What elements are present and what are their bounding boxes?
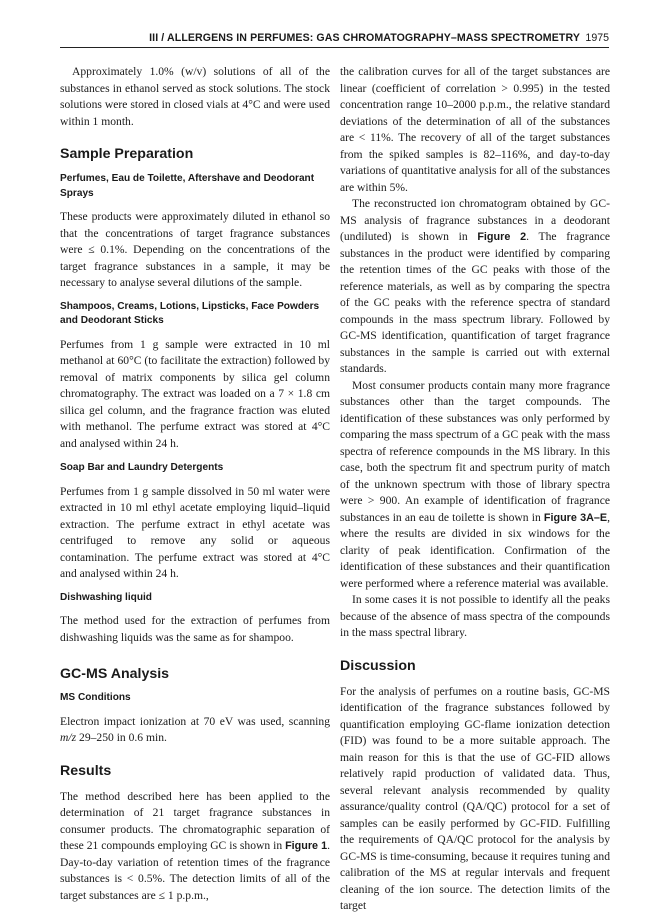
perfumes-heading: Perfumes, Eau de Toilette, Aftershave and Deodorant Sprays <box>60 173 315 199</box>
intro-paragraph: Approximately 1.0% (w/v) solutions of all of the substances in ethanol served as stock solutions. The stock solutions were stored in closed vials at 4°C and were used within 1 month. <box>60 65 330 128</box>
continuation-paragraph: the calibration curves for all of the target substances are linear (coefficient of correlation > 0.995) in the tested concentration range 10–2000 p.p.m., the relative standard deviations of the determination of all of the substances are < 11%. The recovery of all of the target substances from the spiked samples is 82–116%, and day-to-day variations of quantitative analysis for all of the substances are within 5%. <box>340 65 610 194</box>
gcms-analysis-heading: GC-MS Analysis <box>60 666 170 682</box>
ms-conditions-paragraph: Electron impact ionization at 70 eV was used, scanning m/z 29–250 in 0.6 min. <box>60 714 330 744</box>
perfumes-paragraph: These products were approximately diluted in ethanol so that the concentrations of target fragrance substances were ≤ 0.1%. Depending on the concentrations of the target fragrance substances in a sample, it may be necessary to analyse several dilutions of the sample. <box>60 210 330 289</box>
mz-symbol: m/z <box>60 731 77 744</box>
running-header <box>0 0 668 43</box>
some-cases-paragraph: In some cases it is not possible to identify all the peaks because of the absence of mass spectra of the compounds in the mass spectral library. <box>340 593 610 639</box>
results-heading: Results <box>60 762 112 779</box>
figure-2-reference[interactable]: Figure 2 <box>477 231 527 243</box>
shampoos-paragraph: Perfumes from 1 g sample were extracted in 10 ml methanol at 60°C (to facilitate the extraction) followed by removal of matrix components by silica gel column chromatography. The extract was loaded on a 7 × 1.8 cm silica gel column, and the fragrance fraction was eluted with methanol. The perfume extract was stored at 4°C and analysed within 24 h. <box>60 337 330 450</box>
soap-heading: Soap Bar and Laundry Detergents <box>60 462 224 473</box>
dishwashing-paragraph: The method used for the extraction of perfumes from dishwashing liquids was the same as for shampoo. <box>60 614 330 644</box>
discussion-heading: Discussion <box>340 657 416 674</box>
header-rule <box>60 47 609 48</box>
right-column <box>340 64 610 915</box>
consumer-products-paragraph: Most consumer products contain many more fragrance substances other than the target compounds. The identification of these substances was only performed by comparing the mass spectrum of a GC peak with the mass spectra of reference compounds in the MS library. In this case, both the spectrum fit and spectrum purity of match of the unknown spectrum with those of library spectra were > 900. An example of identification of fragrance substances in an eau de toilette is shown in Figure 3A–E, where the results are divided in six windows for the clarity of peak identification. Confirmation of the identification of these substances and their quantification were performed where a reference material was available. <box>340 378 610 590</box>
dishwashing-heading: Dishwashing liquid <box>60 591 152 603</box>
results-paragraph: The method described here has been applied to the determination of 21 target fragrance substances in consumer products. The chromatographic separation of these 21 compounds employing GC is shown in Figure 1. Day-to-day variation of retention times of the fragrance substances is < 0.5%. The detection limits of all of the target substances are ≤ 1 p.p.m., <box>60 789 330 902</box>
reconstructed-chromatogram-paragraph: The reconstructed ion chromatogram obtained by GC-MS analysis of fragrance substances in a deodorant (undiluted) is shown in Figure 2. The fragrance substances in the product were identified by comparing the retention times of the GC peaks with those of the reference materials, as well as by comparing the spectra of the GC peaks with the reference spectra of standard compounds in the mass spectrum library. Followed by GC-MS identification, quantification of target fragrance substances in the sample is carried out with external standards. <box>340 197 610 375</box>
sample-preparation-heading: Sample Preparation <box>60 146 194 162</box>
running-title: III / ALLERGENS IN PERFUMES: GAS CHROMATOGRAPHY–MASS SPECTROMETRY <box>149 32 580 44</box>
soap-paragraph: Perfumes from 1 g sample dissolved in 50 ml water were extracted in 10 ml ethyl acetate employing liquid–liquid extraction. The perfume extract in ethyl acetate was centrifuged to remove any solid or aqueous contamination. The perfume extract was stored at 4°C and analysed within 24 h. <box>60 484 330 580</box>
discussion-paragraph: For the analysis of perfumes on a routine basis, GC-MS identification of the fragrance substances followed by quantification employing GC-flame ionization detection (FID) was found to be a more suitable approach. The main reason for this is that the use of GC-FID allows relatively rapid production of validated data. Thus, several relevant analysis recommended by quality assurance/quality control (QA/QC) protocol for a set of samples can be easily performed by GC-FID. Fulfilling the requirements of QA/QC protocol for the analysis by GC-MS is time-consuming, because it requires tuning and calibration of the MS at regular intervals and frequent cleaning of the ion source. The detection limits of the target <box>340 684 610 912</box>
left-column <box>60 64 330 904</box>
figure-1-reference[interactable]: Figure 1 <box>285 840 328 852</box>
ms-conditions-heading: MS Conditions <box>60 692 131 703</box>
page-number: 1975 <box>585 32 609 44</box>
shampoos-heading: Shampoos, Creams, Lotions, Lipsticks, Face Powders and Deodorant Sticks <box>60 300 320 326</box>
figure-3-reference[interactable]: Figure 3A–E <box>543 511 608 524</box>
